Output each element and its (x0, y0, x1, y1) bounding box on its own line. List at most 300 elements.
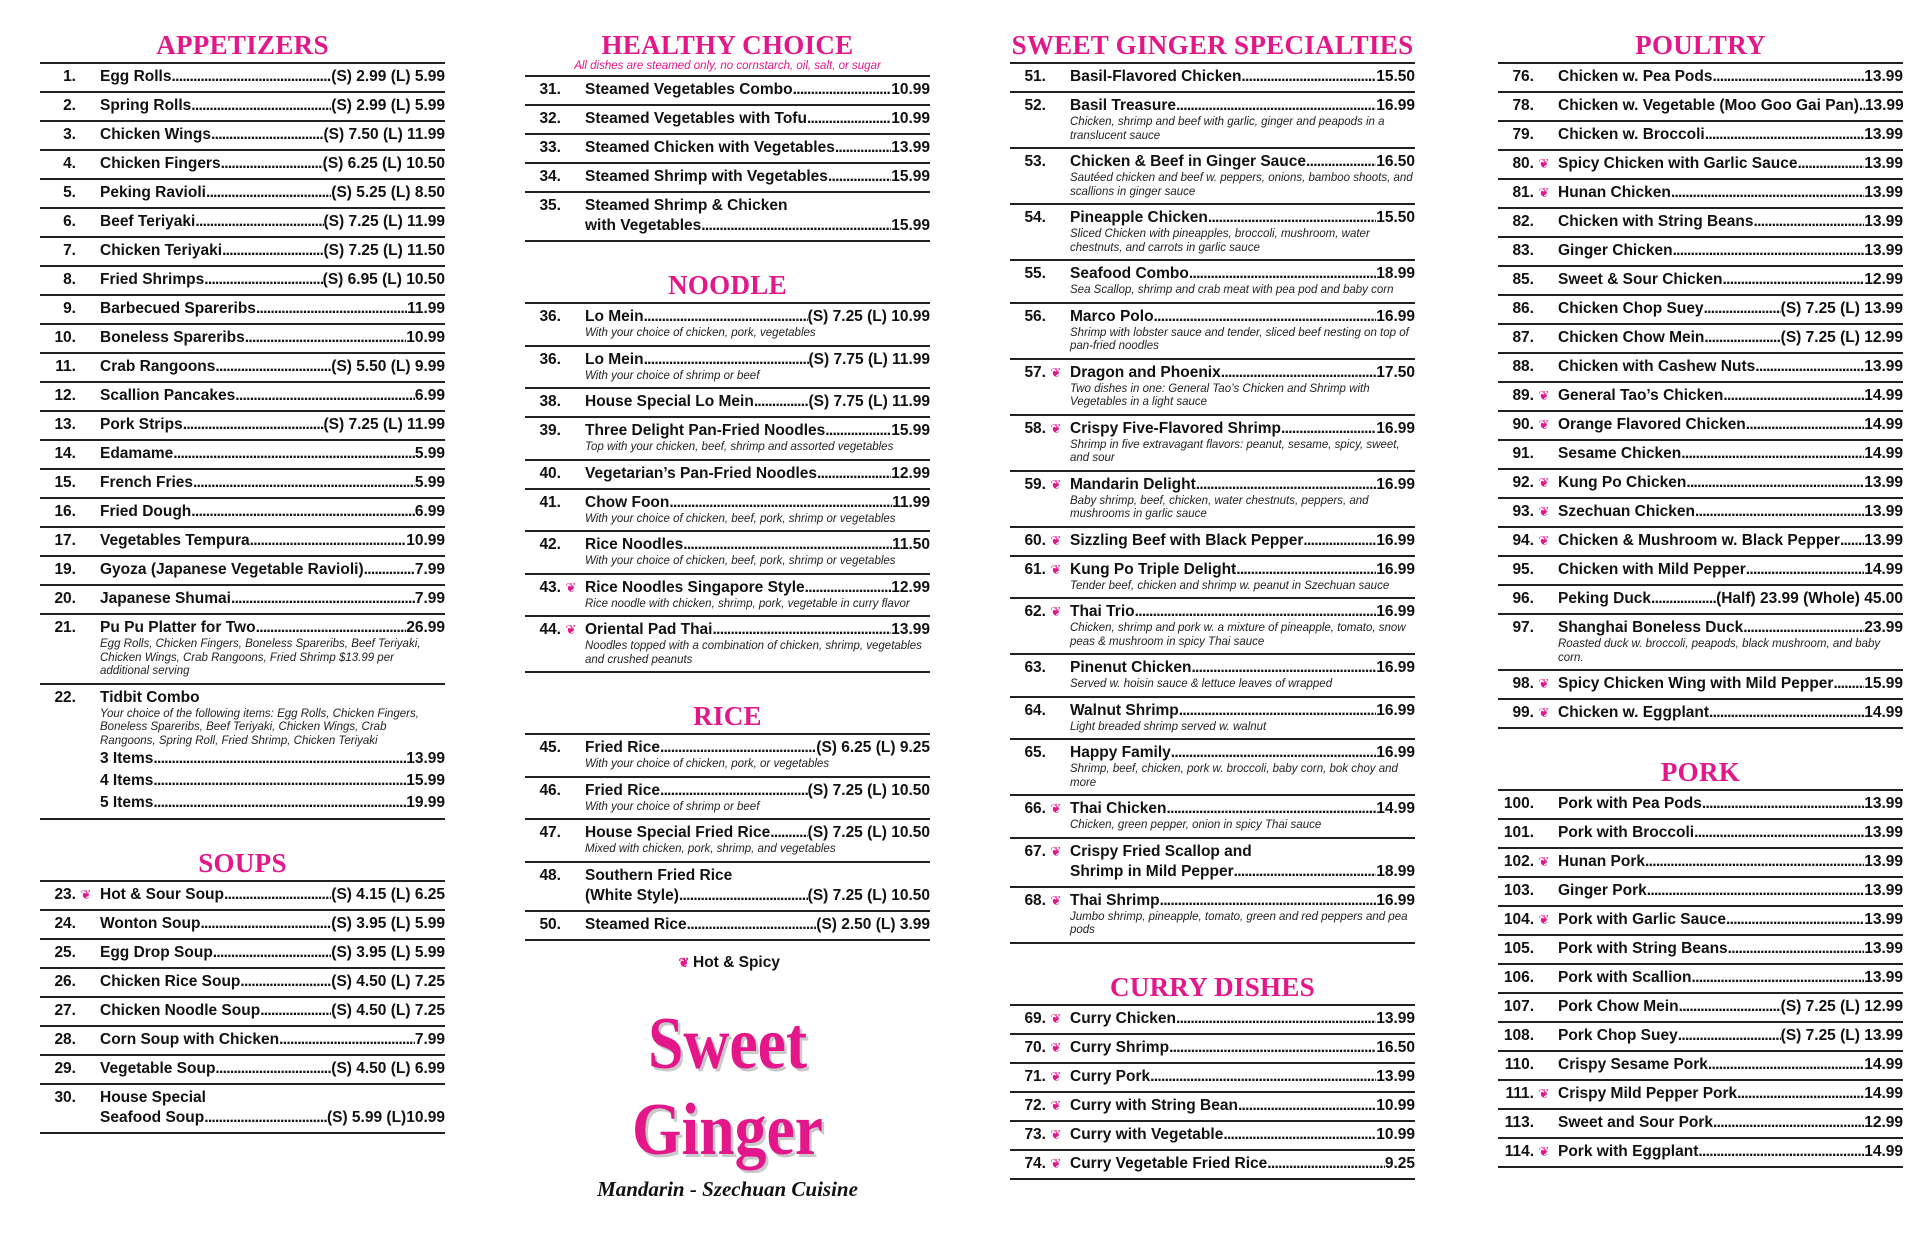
item-name-line (1558, 67, 1903, 87)
item-body (96, 183, 445, 203)
item-name: Crispy Mild Pepper Pork (1558, 1085, 1738, 1102)
menu-item (40, 93, 445, 122)
item-name-line (100, 1088, 445, 1108)
leader-dots (153, 792, 406, 814)
item-name: Fried Rice (585, 781, 660, 799)
item-name-line (1070, 363, 1415, 383)
item-number: 62. (1024, 603, 1046, 620)
item-name-line (100, 618, 445, 638)
item-name: Pork with Eggplant (1558, 1143, 1699, 1160)
menu-item (40, 180, 445, 209)
hot-spicy-icon: ❦ (1050, 1010, 1062, 1026)
item-body (96, 1001, 445, 1021)
item-description: Tender beef, chicken and shrimp w. peanut in Szechuan sauce (1070, 579, 1390, 592)
leader-dots (1303, 531, 1376, 551)
item-price: 5.99 (414, 445, 445, 462)
menu-item (525, 912, 930, 941)
item-body (1066, 701, 1415, 735)
item-body (96, 473, 445, 493)
item-price: 13.99 (1864, 969, 1903, 986)
hot-spicy-icon: ❦ (1050, 1097, 1062, 1113)
item-name: Crispy Fried Scallop and (1070, 842, 1252, 860)
leader-dots (173, 444, 415, 464)
item-name: General Tao’s Chicken (1558, 387, 1724, 404)
item-body (1554, 386, 1903, 406)
item-price: 11.99 (892, 493, 930, 511)
menu-section (40, 28, 445, 820)
item-body (581, 738, 930, 772)
item-number: 44. (539, 621, 561, 638)
item-name-line (1070, 264, 1415, 284)
item-body (96, 270, 445, 290)
leader-dots (1236, 560, 1376, 580)
item-body (1554, 531, 1903, 551)
item-name: Thai Shrimp (1070, 891, 1160, 909)
item-name: Peking Ravioli (100, 184, 206, 201)
item-price: 23.99 (1864, 619, 1903, 636)
item-name-line (100, 1108, 445, 1128)
leader-dots (1746, 415, 1864, 435)
item-price: 14.99 (1864, 704, 1903, 721)
item-name-line (100, 943, 445, 963)
item-price: 13.99 (1864, 824, 1903, 841)
menu-item (1498, 965, 1903, 994)
hot-spicy-icon: ❦ (1538, 533, 1550, 548)
item-name: Pork Chop Suey (1558, 1027, 1678, 1044)
item-number: 107. (1503, 998, 1534, 1015)
hot-spicy-icon: ❦ (1538, 676, 1550, 691)
item-body (96, 299, 445, 319)
menu-column-4 (1498, 28, 1903, 1194)
item-body (1554, 1055, 1903, 1075)
item-number: 22. (54, 688, 76, 706)
item-name: Peking Duck (1558, 590, 1652, 607)
item-price: 14.99 (1864, 1056, 1903, 1073)
item-number: 87. (1512, 329, 1534, 346)
item-name-line (1558, 502, 1903, 522)
item-number: 99. (1512, 704, 1534, 721)
item-price: 16.99 (1376, 97, 1415, 114)
leader-dots (660, 781, 808, 801)
item-description: With your choice of shrimp or beef (585, 369, 760, 382)
item-name: Chicken Rice Soup (100, 973, 241, 990)
item-description: Sautéed chicken and beef w. peppers, onions, bamboo shoots, and scallions in ginger sauce (1070, 172, 1413, 198)
leader-dots (204, 270, 322, 290)
item-body (581, 620, 930, 667)
item-body (96, 357, 445, 377)
item-description: Shrimp with lobster sauce and tender, sliced beef nesting on top of pan-fried noodles (1070, 326, 1409, 352)
item-name-line (585, 886, 930, 906)
item-number: 13. (54, 416, 76, 433)
item-name: Ginger Chicken (1558, 242, 1673, 259)
item-name: Pork with String Beans (1558, 940, 1728, 957)
item-name: Hunan Chicken (1558, 184, 1671, 201)
item-price: (S) 5.25 (L) 8.50 (331, 184, 445, 201)
item-price: 13.99 (1864, 503, 1903, 520)
item-name: Kung Po Chicken (1558, 474, 1687, 491)
item-number: 15. (54, 474, 76, 491)
item-name: Gyoza (Japanese Vegetable Ravioli) (100, 561, 364, 578)
leader-dots (1833, 674, 1864, 694)
menu-item (40, 940, 445, 969)
leader-dots (364, 560, 415, 580)
menu-item (525, 575, 930, 618)
item-name-line (1070, 208, 1415, 228)
item-price: 14.99 (1864, 387, 1903, 404)
item-body (1066, 475, 1415, 522)
item-name: Barbecued Spareribs (100, 300, 256, 317)
section-title: PORK (1660, 757, 1741, 787)
item-price: 16.99 (1376, 891, 1415, 909)
item-number: 93. (1512, 503, 1534, 520)
item-number: 90. (1512, 416, 1534, 433)
menu-item (1010, 888, 1415, 944)
item-number: 45. (539, 739, 561, 756)
leader-dots (204, 1108, 327, 1128)
item-number: 108. (1503, 1027, 1534, 1044)
item-name: House Special Fried Rice (585, 824, 771, 841)
item-body (1554, 154, 1903, 174)
item-price: (S) 4.15 (L) 6.25 (331, 886, 445, 903)
menu-item (1498, 383, 1903, 412)
item-name-line (1558, 415, 1903, 435)
item-price: 16.99 (1376, 307, 1415, 325)
item-price: 13.99 (1864, 97, 1904, 114)
item-name-line (100, 1030, 445, 1050)
item-number: 60. (1024, 531, 1046, 549)
item-number: 100. (1503, 795, 1534, 812)
item-name: Corn Soup with Chicken (100, 1031, 280, 1048)
item-name: Spicy Chicken Wing with Mild Pepper (1558, 675, 1834, 692)
item-price: (S) 4.50 (L) 6.99 (331, 1060, 445, 1077)
item-body (96, 972, 445, 992)
item-price: 11.99 (407, 300, 445, 317)
item-number: 24. (54, 915, 76, 932)
leader-dots (1196, 475, 1376, 495)
item-description: Chicken, green pepper, onion in spicy Thai sauce (1070, 819, 1322, 831)
item-name: Oriental Pad Thai (585, 621, 713, 638)
sub-option-name: 4 Items (100, 772, 154, 789)
item-name-line (1070, 658, 1415, 678)
leader-dots (1208, 208, 1376, 228)
item-price: (S) 6.25 (L) 9.25 (816, 739, 930, 756)
leader-dots (660, 738, 816, 758)
menu-item (1498, 441, 1903, 470)
hot-spicy-icon: ❦ (1538, 912, 1550, 927)
item-number: 114. (1504, 1143, 1534, 1160)
item-price: 16.99 (1376, 560, 1415, 578)
item-price: 13.99 (1864, 126, 1903, 143)
item-list (525, 75, 930, 242)
item-name-line (1070, 1125, 1415, 1145)
item-name-line (1070, 891, 1415, 911)
item-name-line (1558, 881, 1903, 901)
item-number: 59. (1024, 475, 1046, 493)
menu-section (525, 268, 930, 673)
menu-item (1010, 261, 1415, 304)
leader-dots (153, 748, 406, 770)
item-name: Steamed Shrimp with Vegetables (585, 168, 828, 185)
section-title: APPETIZERS (156, 30, 329, 60)
menu-column-3 (1010, 28, 1415, 1206)
item-body (96, 96, 445, 116)
menu-item (525, 418, 930, 461)
item-number: 69. (1024, 1009, 1046, 1027)
item-price: 13.99 (1376, 1009, 1415, 1027)
item-number: 56. (1024, 307, 1046, 325)
item-name: Vegetarian’s Pan-Fried Noodles (585, 464, 817, 482)
item-name: Scallion Pancakes (100, 387, 236, 404)
item-name-line (100, 560, 445, 580)
leader-dots (679, 886, 808, 906)
hot-spicy-icon: ❦ (1538, 705, 1550, 720)
menu-item (40, 911, 445, 940)
item-body (1066, 307, 1415, 354)
item-name: Egg Drop Soup (100, 944, 213, 961)
item-number: 72. (1024, 1096, 1046, 1114)
item-name: Pork Chow Mein (1558, 998, 1679, 1015)
hot-spicy-icon: ❦ (678, 954, 690, 970)
item-body (1554, 910, 1903, 930)
item-body (1066, 208, 1415, 255)
item-name-line (585, 915, 930, 935)
item-body (96, 589, 445, 609)
item-number: 81. (1512, 184, 1534, 201)
item-name: Chicken Chop Suey (1558, 300, 1704, 317)
item-name-line (100, 241, 445, 261)
hot-spicy-icon: ❦ (1538, 475, 1550, 490)
item-name-line (585, 196, 930, 216)
item-name-line (1070, 152, 1415, 172)
item-name: House Special (100, 1089, 206, 1106)
item-name-line (585, 421, 930, 441)
leader-dots (1221, 363, 1376, 383)
leader-dots (1234, 862, 1377, 882)
item-body (96, 212, 445, 232)
item-body (1554, 1142, 1903, 1162)
item-number: 52. (1024, 97, 1046, 114)
item-name: Orange Flavored Chicken (1558, 416, 1746, 433)
item-name: Vegetables Tempura (100, 532, 250, 549)
item-name-line (1558, 473, 1903, 493)
leader-dots (1647, 881, 1864, 901)
item-name: French Fries (100, 474, 194, 491)
sub-option (100, 770, 445, 792)
item-name: Vegetable Soup (100, 1060, 216, 1077)
item-list (40, 880, 445, 1134)
item-name: Pineapple Chicken (1070, 209, 1208, 226)
leader-dots (171, 67, 331, 87)
item-name-line (1558, 154, 1903, 174)
leader-dots (1723, 386, 1864, 406)
item-price: 16.99 (1376, 419, 1415, 437)
item-name-line (100, 328, 445, 348)
item-name-line (1558, 183, 1903, 203)
item-name-line (100, 154, 445, 174)
leader-dots (1840, 531, 1864, 551)
menu-item (1498, 1081, 1903, 1110)
leader-dots (1746, 560, 1864, 580)
item-number: 80. (1512, 155, 1534, 172)
menu-item (40, 441, 445, 470)
item-body (1554, 212, 1903, 232)
item-number: 67. (1024, 842, 1046, 860)
item-price: (S) 7.25 (L) 11.99 (323, 416, 445, 433)
item-body (96, 125, 445, 145)
item-name-line (1558, 968, 1903, 988)
item-description: With your choice of chicken, beef, pork, shrimp or vegetables (585, 512, 896, 525)
sub-option-name: 3 Items (100, 750, 154, 767)
item-name: Chicken with Mild Pepper (1558, 561, 1746, 578)
hot-spicy-icon: ❦ (80, 887, 92, 902)
restaurant-name: Sweet Ginger (632, 1002, 823, 1171)
leader-dots (221, 154, 323, 174)
section-title: HEALTHY CHOICE (601, 30, 854, 60)
menu-item (525, 863, 930, 912)
item-name-line (1070, 799, 1415, 819)
item-number: 94. (1512, 532, 1534, 549)
item-name: Three Delight Pan-Fried Noodles (585, 422, 826, 439)
item-body (96, 328, 445, 348)
item-name-line (585, 781, 930, 801)
section-title: POULTRY (1635, 30, 1766, 60)
item-name: Spring Rolls (100, 97, 192, 114)
item-body (581, 493, 930, 527)
item-body (1066, 1009, 1415, 1029)
item-body (1554, 328, 1903, 348)
item-name: Fried Dough (100, 503, 192, 520)
item-name-line (1558, 910, 1903, 930)
item-price: 14.99 (1376, 800, 1415, 817)
item-number: 61. (1024, 560, 1046, 578)
item-number: 29. (54, 1060, 76, 1077)
item-name-line (100, 914, 445, 934)
item-description: Shrimp in five extravagant flavors: peanut, sesame, spicy, sweet, and sour (1070, 438, 1400, 464)
menu-item (1010, 1151, 1415, 1180)
item-name-line (1070, 701, 1415, 721)
item-name: Pu Pu Platter for Two (100, 619, 256, 636)
item-body (96, 1059, 445, 1079)
leader-dots (1713, 1113, 1864, 1133)
item-price: 10.99 (406, 329, 445, 346)
item-number: 53. (1024, 153, 1046, 170)
leader-dots (669, 493, 892, 513)
item-name: Happy Family (1070, 744, 1171, 761)
menu-item (1010, 698, 1415, 741)
menu-item (40, 267, 445, 296)
menu-item (525, 193, 930, 242)
menu-item (40, 998, 445, 1027)
item-number: 46. (539, 781, 561, 799)
item-name: Pork with Scallion (1558, 969, 1692, 986)
leader-dots (1150, 1067, 1376, 1087)
item-name: Chicken Noodle Soup (100, 1002, 261, 1019)
item-description: Roasted duck w. broccoli, peapods, black mushroom, and baby corn. (1558, 638, 1881, 664)
menu-item (1498, 700, 1903, 729)
item-body (1066, 1038, 1415, 1058)
menu-item (525, 347, 930, 390)
item-price: 17.50 (1376, 363, 1415, 381)
item-body (1066, 1154, 1415, 1174)
item-number: 32. (539, 110, 561, 127)
item-number: 106. (1503, 969, 1534, 986)
sub-option (100, 748, 445, 770)
item-number: 25. (54, 944, 76, 961)
item-number: 55. (1024, 265, 1046, 282)
item-body (581, 915, 930, 935)
item-number: 111. (1505, 1085, 1534, 1102)
item-description: Jumbo shrimp, pineapple, tomato, green and red peppers and pea pods (1070, 910, 1408, 936)
item-name-line (100, 386, 445, 406)
item-number: 96. (1512, 590, 1534, 607)
item-name-line (1070, 67, 1415, 87)
hot-spicy-icon: ❦ (565, 579, 577, 595)
item-number: 64. (1024, 701, 1046, 719)
menu-item (40, 586, 445, 615)
leader-dots (222, 241, 323, 261)
menu-item (1498, 1110, 1903, 1139)
item-number: 41. (539, 493, 561, 511)
menu-item (1498, 528, 1903, 557)
item-description: Chicken, shrimp and beef with garlic, ginger and peapods in a translucent sauce (1070, 116, 1385, 142)
item-name-line (100, 415, 445, 435)
item-name: Wonton Soup (100, 915, 201, 932)
item-number: 103. (1503, 882, 1534, 899)
item-price: 13.99 (1864, 213, 1903, 230)
item-name: Lo Mein (585, 350, 644, 368)
item-name-line (100, 531, 445, 551)
menu-item (1010, 1122, 1415, 1151)
item-name-line (1558, 852, 1903, 872)
item-name: Lo Mein (585, 308, 644, 325)
item-price: 6.99 (414, 503, 445, 520)
item-body (1066, 560, 1415, 594)
item-number: 101. (1503, 824, 1534, 841)
item-name-line (100, 270, 445, 290)
item-description: Shrimp, beef, chicken, pork w. broccoli, baby corn, bok choy and more (1070, 763, 1398, 789)
hot-spicy-icon: ❦ (1050, 843, 1062, 859)
menu-item (1010, 304, 1415, 360)
item-body (581, 823, 930, 857)
item-price: (S) 7.25 (L) 10.50 (807, 824, 930, 841)
leader-dots (825, 421, 891, 441)
item-body (96, 943, 445, 963)
item-name: Hot & Sour Soup (100, 886, 224, 903)
item-number: 8. (63, 271, 76, 288)
menu-section (525, 28, 930, 242)
item-description: Two dishes in one: General Tao’s Chicken and Shrimp with Vegetables in a light sauce (1070, 382, 1370, 408)
item-price: 6.99 (414, 387, 445, 404)
item-price: 9.25 (1384, 1154, 1415, 1172)
item-name: Pork with Broccoli (1558, 824, 1695, 841)
item-number: 82. (1512, 213, 1534, 230)
item-name: Spicy Chicken with Garlic Sauce (1558, 155, 1798, 172)
item-price: 16.99 (1376, 659, 1415, 676)
menu-item (1010, 557, 1415, 600)
item-body (96, 241, 445, 261)
item-body (96, 444, 445, 464)
item-name-line (100, 357, 445, 377)
item-price: 7.99 (414, 561, 445, 578)
item-body (1066, 891, 1415, 938)
section-title: SWEET GINGER SPECIALTIES (1011, 30, 1414, 60)
item-name: Chow Foon (585, 493, 670, 511)
item-description: Chicken, shrimp and pork w. a mixture of pineapple, tomato, snow peas & mushroom in spicy Thai sauce (1070, 622, 1406, 648)
item-name-line (1558, 125, 1903, 145)
item-name: Pork Strips (100, 416, 183, 433)
item-price: 13.99 (1864, 242, 1903, 259)
leader-dots (1797, 154, 1864, 174)
